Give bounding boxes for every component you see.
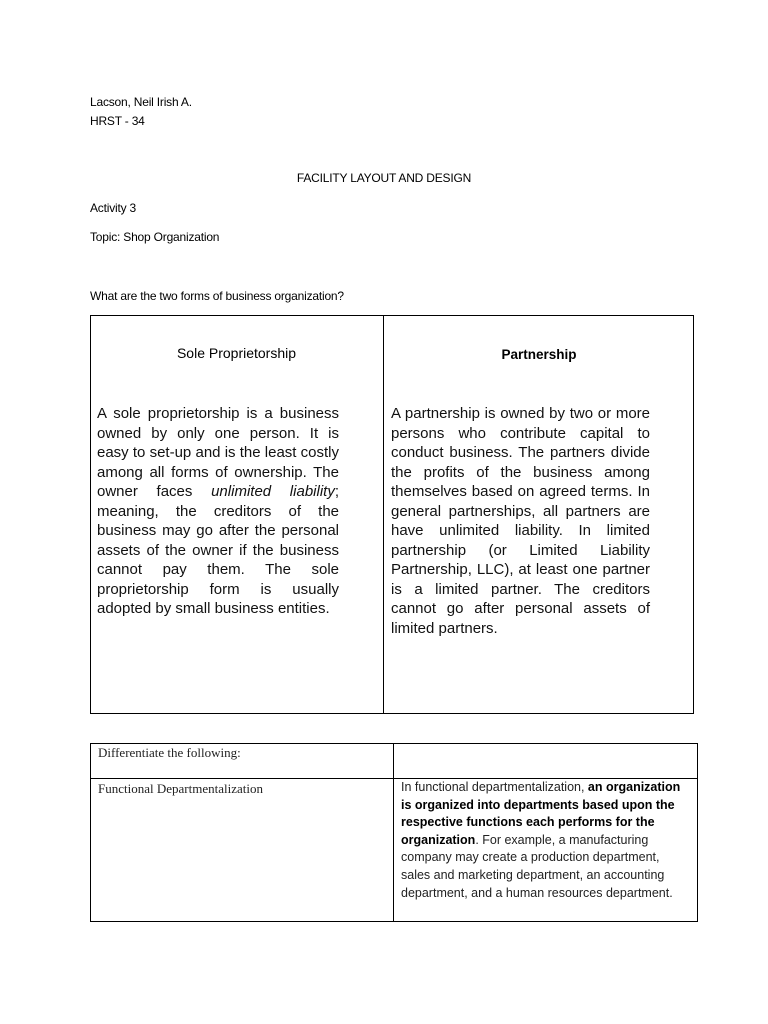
activity-label: Activity 3 bbox=[90, 201, 137, 215]
sole-text-part-2: ; meaning, the creditors of the business may go after the personal assets of the owner if the business cannot pay them. The sole proprietorship form is usually adopted by small business entities. bbox=[97, 483, 339, 617]
question-text: What are the two forms of business organization? bbox=[90, 289, 344, 303]
student-name: Lacson, Neil Irish A. bbox=[90, 95, 192, 109]
desc-bold: an organization is organized into departments based upon the respective functions each performs for the organization bbox=[401, 780, 681, 847]
sole-proprietorship-text bbox=[97, 404, 339, 619]
sole-proprietorship-heading: Sole Proprietorship bbox=[176, 345, 297, 361]
functional-departmentalization-label: Functional Departmentalization bbox=[98, 781, 263, 796]
partnership-heading: Partnership bbox=[501, 347, 577, 362]
functional-departmentalization-description bbox=[401, 779, 689, 902]
desc-part-1: In functional departmentalization, bbox=[401, 780, 588, 794]
partnership-text: A partnership is owned by two or more persons who contribute capital to conduct business. The partners divide the profits of the business among themselves based on agreed terms. In general partnerships, all partners are have unlimited liability. In limited partnership (or Limited Liability Partnership, LLC), at least one partner is a limited partner. The creditors cannot go after personal assets of limited partners. bbox=[391, 405, 650, 637]
topic-label: Topic: Shop Organization bbox=[90, 230, 220, 244]
document-title: FACILITY LAYOUT AND DESIGN bbox=[296, 171, 472, 185]
forms-table-divider bbox=[383, 315, 384, 714]
desc-part-2: . For example, a manufacturing company may create a production department, sales and marketing department, an accounting department, and a human resources department. bbox=[401, 832, 673, 900]
sole-text-italic: unlimited liability bbox=[211, 483, 335, 500]
differentiate-table-vdivider bbox=[393, 743, 394, 922]
student-course: HRST - 34 bbox=[90, 114, 145, 128]
differentiate-header: Differentiate the following: bbox=[98, 745, 241, 760]
sole-text-part-1: A sole proprietorship is a business owned by only one person. It is easy to set-up and is the least costly among all forms of ownership. The owner faces bbox=[97, 405, 339, 500]
